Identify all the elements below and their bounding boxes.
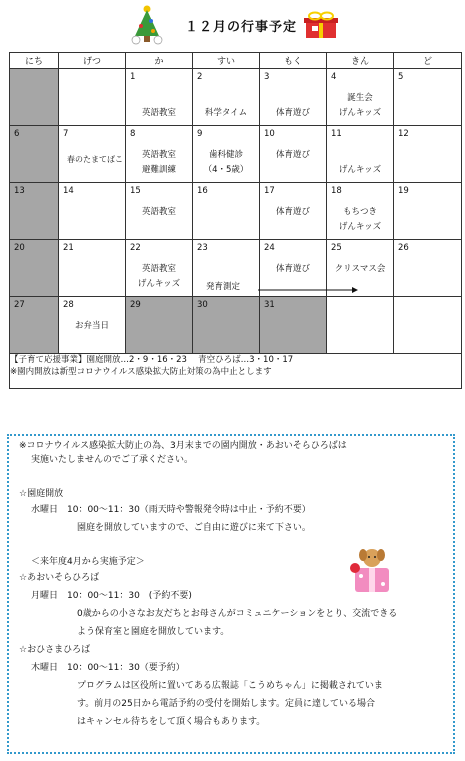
day-number: 31 <box>264 300 275 310</box>
day-number: 1 <box>130 72 136 82</box>
day-number: 20 <box>14 243 25 253</box>
calendar-week-row <box>10 297 462 354</box>
calendar-notes-row <box>10 354 462 389</box>
calendar-day-cell <box>260 69 327 126</box>
christmas-tree-icon <box>130 4 164 46</box>
calendar-day-cell <box>394 183 462 240</box>
note-line: ※園内開放は新型コロナウイルス感染拡大防止対策の為中止とします <box>10 367 272 378</box>
info-line: 木曜日 10：00～11：30（要予約） <box>31 663 185 673</box>
day-number: 6 <box>14 129 20 139</box>
calendar-day-cell <box>59 126 126 183</box>
day-number: 26 <box>398 243 409 253</box>
calendar-day-cell <box>193 69 260 126</box>
calendar-day-cell <box>126 183 193 240</box>
day-event: 誕生会 <box>347 93 373 103</box>
note-line: 【子育て応援事業】園庭開放…2・9・16・23 青空ひろば…3・10・17 <box>10 355 294 365</box>
calendar-day-cell <box>327 69 394 126</box>
day-event: 科学タイム <box>204 108 248 118</box>
day-event: 体育遊び <box>275 207 310 217</box>
day-number: 2 <box>197 72 203 82</box>
day-event: 英語教室 <box>141 264 176 274</box>
calendar-day-cell <box>260 183 327 240</box>
calendar-day-cell <box>394 297 462 354</box>
calendar-day-cell <box>394 126 462 183</box>
day-number: 29 <box>130 300 141 310</box>
day-number: 5 <box>398 72 404 82</box>
info-line: ※コロナウイルス感染拡大防止の為、3月末までの園内開放・あおいそらひろばは <box>19 441 347 451</box>
day-number: 17 <box>264 186 275 196</box>
info-line: 水曜日 10：00～11：30（雨天時や警報発令時は中止・予約不要） <box>31 505 311 515</box>
calendar-day-cell <box>126 126 193 183</box>
calendar-day-cell <box>10 240 59 297</box>
day-event: げんキッズ <box>137 279 181 289</box>
day-number: 8 <box>130 129 136 139</box>
calendar-table <box>9 52 462 389</box>
calendar-day-cell <box>126 297 193 354</box>
weekday-header-row <box>10 53 462 69</box>
calendar-day-cell <box>394 69 462 126</box>
day-event: （4・5歳） <box>203 165 249 175</box>
calendar-day-cell <box>193 297 260 354</box>
day-number: 22 <box>130 243 141 253</box>
day-event: 体育遊び <box>275 108 310 118</box>
calendar-day-cell <box>193 183 260 240</box>
info-line: す。前月の25日から電話予約の受付を開始します。定員に達している場合 <box>77 699 376 709</box>
calendar-day-cell <box>126 240 193 297</box>
day-number: 4 <box>331 72 337 82</box>
day-event: げんキッズ <box>338 108 382 118</box>
calendar-day-cell <box>394 240 462 297</box>
calendar-day-cell <box>260 297 327 354</box>
day-number: 19 <box>398 186 409 196</box>
calendar-day-cell <box>327 126 394 183</box>
day-number: 3 <box>264 72 270 82</box>
day-number: 27 <box>14 300 25 310</box>
calendar-day-cell <box>260 126 327 183</box>
day-number: 16 <box>197 186 208 196</box>
day-number: 12 <box>398 129 409 139</box>
info-line: はキャンセル待ちをして頂く場合もあります。 <box>77 717 266 727</box>
calendar-day-cell <box>193 126 260 183</box>
info-line: 実施いたしませんのでご了承ください。 <box>31 455 194 465</box>
day-event: 歯科健診 <box>208 150 243 160</box>
day-event: 春のたまてばこ <box>67 155 123 164</box>
day-number: 24 <box>264 243 275 253</box>
calendar-day-cell <box>59 183 126 240</box>
calendar-day-cell <box>59 240 126 297</box>
calendar-day-cell <box>10 183 59 240</box>
day-number: 11 <box>331 129 342 139</box>
info-line: ＜来年度4月から実施予定＞ <box>31 557 145 567</box>
calendar-day-cell <box>10 69 59 126</box>
weekday-sat: ど <box>394 53 462 69</box>
page-header <box>0 0 465 52</box>
calendar-notes <box>10 354 462 389</box>
info-line: プログラムは区役所に置いてある広報誌「こうめちゃん」に掲載されていま <box>77 681 383 691</box>
weekday-tue: か <box>126 53 193 69</box>
calendar-week-row <box>10 126 462 183</box>
day-number: 18 <box>331 186 342 196</box>
page-title: １２月の行事予定 <box>185 20 298 35</box>
day-number: 21 <box>63 243 74 253</box>
day-event: もちつき <box>343 207 377 217</box>
info-line: 園庭を開放していますので、ご自由に遊びに来て下さい。 <box>77 523 311 533</box>
section-heading: ☆おひさまひろば <box>19 645 91 655</box>
info-box <box>7 434 455 754</box>
section-heading: ☆園庭開放 <box>19 489 64 499</box>
calendar-day-cell <box>327 183 394 240</box>
weekday-sun: にち <box>10 53 59 69</box>
day-number: 28 <box>63 300 74 310</box>
day-event: 避難訓練 <box>141 165 176 175</box>
day-event: 体育遊び <box>275 150 310 160</box>
day-number: 13 <box>14 186 25 196</box>
day-event: 英語教室 <box>141 150 176 160</box>
info-line: 月曜日 10：00～11：30 (予約不要) <box>31 591 192 601</box>
calendar-day-cell <box>10 126 59 183</box>
weekday-wed: すい <box>193 53 260 69</box>
day-number: 23 <box>197 243 208 253</box>
day-number: 7 <box>63 129 69 139</box>
gift-icon <box>303 10 339 40</box>
calendar-week-row <box>10 183 462 240</box>
calendar-day-cell <box>10 297 59 354</box>
day-event: げんキッズ <box>338 222 382 232</box>
day-event: お弁当日 <box>74 321 109 331</box>
span-event-label: 発育測定 <box>206 282 241 292</box>
day-event: 英語教室 <box>141 108 176 118</box>
day-number: 25 <box>331 243 342 253</box>
day-number: 15 <box>130 186 141 196</box>
weekday-fri: きん <box>327 53 394 69</box>
calendar-day-cell <box>327 297 394 354</box>
day-event: 英語教室 <box>141 207 176 217</box>
section-heading: ☆あおいそらひろば <box>19 573 100 583</box>
calendar-week-row <box>10 69 462 126</box>
day-number: 14 <box>63 186 74 196</box>
weekday-mon: げつ <box>59 53 126 69</box>
calendar-day-cell <box>59 69 126 126</box>
gift-dog-icon <box>349 546 395 596</box>
day-event: げんキッズ <box>338 165 382 175</box>
day-event: 体育遊び <box>275 264 310 274</box>
day-number: 30 <box>197 300 208 310</box>
day-number: 9 <box>197 129 203 139</box>
weekday-thu: もく <box>260 53 327 69</box>
day-event: クリスマス会 <box>334 264 386 274</box>
info-line: よう保育室と園庭を開放しています。 <box>77 627 230 637</box>
info-line: 0歳からの小さなお友だちとお母さんがコミュニケーションをとり、交流できる <box>77 609 398 619</box>
calendar-day-cell <box>126 69 193 126</box>
span-arrow <box>258 286 358 294</box>
day-number: 10 <box>264 129 275 139</box>
calendar-day-cell <box>59 297 126 354</box>
